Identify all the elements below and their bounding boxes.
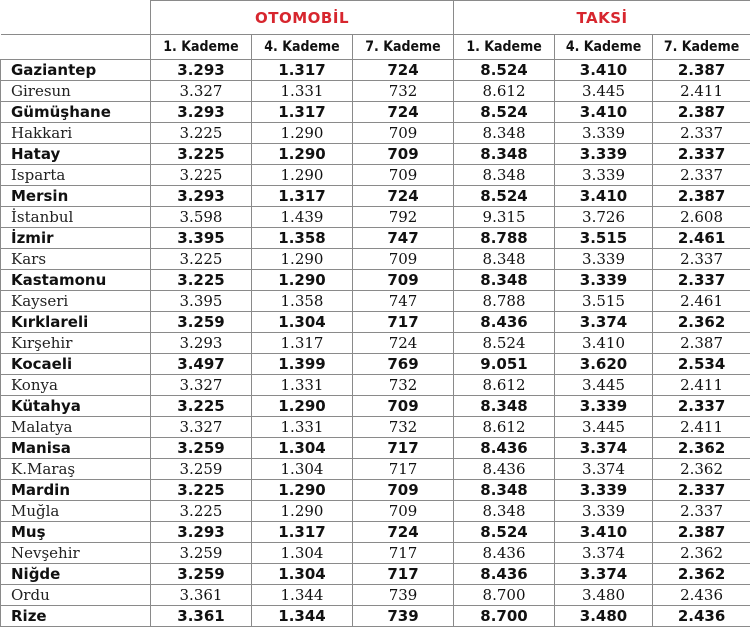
price-cell: 3.259 (151, 459, 252, 480)
price-cell: 724 (353, 522, 454, 543)
price-cell: 8.348 (454, 123, 555, 144)
column-header: 4. Kademe (252, 35, 353, 60)
price-cell: 1.331 (252, 81, 353, 102)
price-cell: 2.337 (653, 396, 750, 417)
price-cell: 717 (353, 459, 454, 480)
city-cell: Kars (1, 249, 151, 270)
price-cell: 3.515 (555, 228, 653, 249)
price-cell: 8.348 (454, 165, 555, 186)
price-cell: 3.225 (151, 249, 252, 270)
price-cell: 1.290 (252, 396, 353, 417)
price-cell: 709 (353, 501, 454, 522)
table-row (1, 585, 750, 606)
table-row (1, 312, 750, 333)
table-row (1, 207, 750, 228)
price-cell: 1.317 (252, 333, 353, 354)
price-cell: 1.290 (252, 501, 353, 522)
price-cell: 2.337 (653, 270, 750, 291)
table-row (1, 396, 750, 417)
price-cell: 709 (353, 165, 454, 186)
price-cell: 3.726 (555, 207, 653, 228)
price-cell: 1.304 (252, 564, 353, 585)
price-cell: 3.515 (555, 291, 653, 312)
table-row (1, 144, 750, 165)
price-cell: 3.395 (151, 228, 252, 249)
price-cell: 3.259 (151, 543, 252, 564)
price-cell: 3.339 (555, 480, 653, 501)
price-cell: 732 (353, 81, 454, 102)
city-cell: Kırşehir (1, 333, 151, 354)
price-cell: 3.225 (151, 270, 252, 291)
price-cell: 8.524 (454, 102, 555, 123)
price-cell: 2.411 (653, 417, 750, 438)
price-cell: 3.374 (555, 438, 653, 459)
price-cell: 3.480 (555, 585, 653, 606)
price-cell: 1.331 (252, 375, 353, 396)
price-cell: 2.337 (653, 123, 750, 144)
city-cell: Mardin (1, 480, 151, 501)
city-cell: Isparta (1, 165, 151, 186)
price-cell: 3.293 (151, 102, 252, 123)
price-cell: 8.612 (454, 417, 555, 438)
price-cell: 8.612 (454, 81, 555, 102)
price-cell: 1.290 (252, 123, 353, 144)
price-cell: 1.344 (252, 585, 353, 606)
price-cell: 3.374 (555, 312, 653, 333)
price-cell: 724 (353, 333, 454, 354)
price-cell: 3.620 (555, 354, 653, 375)
price-cell: 3.395 (151, 291, 252, 312)
price-cell: 2.337 (653, 249, 750, 270)
group-header-row (1, 1, 750, 35)
price-cell: 3.410 (555, 333, 653, 354)
table-row (1, 270, 750, 291)
table-row (1, 417, 750, 438)
price-cell: 3.410 (555, 186, 653, 207)
table-row (1, 228, 750, 249)
price-cell: 724 (353, 60, 454, 81)
price-cell: 8.524 (454, 522, 555, 543)
price-cell: 3.339 (555, 165, 653, 186)
price-cell: 709 (353, 144, 454, 165)
price-cell: 3.293 (151, 522, 252, 543)
column-header: 7. Kademe (653, 35, 750, 60)
price-cell: 9.315 (454, 207, 555, 228)
city-cell: Kırklareli (1, 312, 151, 333)
price-cell: 717 (353, 543, 454, 564)
price-cell: 724 (353, 186, 454, 207)
price-cell: 3.374 (555, 543, 653, 564)
table-row (1, 606, 750, 627)
price-cell: 3.339 (555, 123, 653, 144)
table-row (1, 165, 750, 186)
price-cell: 1.358 (252, 228, 353, 249)
price-cell: 8.612 (454, 375, 555, 396)
price-cell: 1.290 (252, 144, 353, 165)
price-cell: 709 (353, 249, 454, 270)
group-header-taksi: TAKSİ (454, 1, 750, 35)
price-cell: 709 (353, 270, 454, 291)
price-cell: 3.339 (555, 396, 653, 417)
price-cell: 2.387 (653, 333, 750, 354)
city-cell: Hakkari (1, 123, 151, 144)
city-cell: Kastamonu (1, 270, 151, 291)
price-cell: 709 (353, 123, 454, 144)
price-cell: 1.317 (252, 102, 353, 123)
price-cell: 3.497 (151, 354, 252, 375)
city-cell: Manisa (1, 438, 151, 459)
price-cell: 1.304 (252, 459, 353, 480)
price-cell: 2.387 (653, 60, 750, 81)
price-cell: 3.598 (151, 207, 252, 228)
price-cell: 1.290 (252, 270, 353, 291)
price-cell: 3.225 (151, 480, 252, 501)
price-cell: 3.410 (555, 522, 653, 543)
price-cell: 8.348 (454, 396, 555, 417)
price-cell: 747 (353, 291, 454, 312)
price-cell: 8.436 (454, 459, 555, 480)
price-cell: 8.436 (454, 312, 555, 333)
price-cell: 1.399 (252, 354, 353, 375)
price-cell: 1.290 (252, 480, 353, 501)
city-cell: İzmir (1, 228, 151, 249)
price-cell: 2.411 (653, 81, 750, 102)
city-cell: Niğde (1, 564, 151, 585)
price-cell: 717 (353, 438, 454, 459)
price-cell: 739 (353, 585, 454, 606)
price-cell: 747 (353, 228, 454, 249)
price-cell: 1.304 (252, 438, 353, 459)
price-cell: 8.348 (454, 270, 555, 291)
price-cell: 8.524 (454, 186, 555, 207)
price-cell: 3.339 (555, 270, 653, 291)
price-cell: 8.524 (454, 60, 555, 81)
price-cell: 3.339 (555, 249, 653, 270)
city-cell: Mersin (1, 186, 151, 207)
price-cell: 717 (353, 312, 454, 333)
corner-cell-lower (1, 35, 151, 60)
table-row (1, 522, 750, 543)
table-row (1, 354, 750, 375)
price-cell: 1.304 (252, 543, 353, 564)
table-row (1, 291, 750, 312)
table-row (1, 564, 750, 585)
price-cell: 1.317 (252, 186, 353, 207)
price-cell: 1.317 (252, 522, 353, 543)
price-cell: 3.361 (151, 606, 252, 627)
price-cell: 2.362 (653, 438, 750, 459)
table-row (1, 60, 750, 81)
price-cell: 2.362 (653, 543, 750, 564)
price-cell: 8.436 (454, 438, 555, 459)
city-cell: Gaziantep (1, 60, 151, 81)
price-cell: 739 (353, 606, 454, 627)
price-cell: 3.374 (555, 459, 653, 480)
table-row (1, 438, 750, 459)
price-cell: 2.534 (653, 354, 750, 375)
city-cell: Kayseri (1, 291, 151, 312)
price-cell: 3.225 (151, 396, 252, 417)
column-header: 1. Kademe (454, 35, 555, 60)
city-cell: Kütahya (1, 396, 151, 417)
price-cell: 1.344 (252, 606, 353, 627)
price-cell: 3.225 (151, 501, 252, 522)
table-body (1, 60, 750, 627)
price-cell: 709 (353, 396, 454, 417)
price-cell: 8.700 (454, 606, 555, 627)
price-cell: 3.259 (151, 564, 252, 585)
price-cell: 1.331 (252, 417, 353, 438)
price-cell: 3.327 (151, 417, 252, 438)
table-row (1, 543, 750, 564)
price-cell: 2.461 (653, 291, 750, 312)
city-cell: Hatay (1, 144, 151, 165)
table-row (1, 186, 750, 207)
price-cell: 3.327 (151, 81, 252, 102)
price-cell: 8.436 (454, 564, 555, 585)
table-row (1, 249, 750, 270)
city-cell: Muğla (1, 501, 151, 522)
city-cell: Rize (1, 606, 151, 627)
price-cell: 8.788 (454, 228, 555, 249)
price-cell: 3.410 (555, 102, 653, 123)
price-cell: 3.259 (151, 312, 252, 333)
price-cell: 2.608 (653, 207, 750, 228)
table-row (1, 123, 750, 144)
price-cell: 732 (353, 417, 454, 438)
price-cell: 1.304 (252, 312, 353, 333)
price-cell: 8.700 (454, 585, 555, 606)
price-cell: 732 (353, 375, 454, 396)
table-row (1, 333, 750, 354)
price-cell: 2.337 (653, 480, 750, 501)
price-cell: 3.225 (151, 144, 252, 165)
price-cell: 717 (353, 564, 454, 585)
price-cell: 3.225 (151, 123, 252, 144)
city-cell: Muş (1, 522, 151, 543)
column-header: 7. Kademe (353, 35, 454, 60)
city-cell: İstanbul (1, 207, 151, 228)
price-cell: 8.524 (454, 333, 555, 354)
price-cell: 1.290 (252, 249, 353, 270)
price-cell: 3.293 (151, 186, 252, 207)
price-cell: 2.362 (653, 312, 750, 333)
price-cell: 8.348 (454, 249, 555, 270)
city-cell: Kocaeli (1, 354, 151, 375)
price-cell: 2.436 (653, 606, 750, 627)
price-cell: 2.387 (653, 102, 750, 123)
price-cell: 792 (353, 207, 454, 228)
column-header: 4. Kademe (555, 35, 653, 60)
price-cell: 3.327 (151, 375, 252, 396)
price-cell: 3.225 (151, 165, 252, 186)
price-cell: 2.461 (653, 228, 750, 249)
column-header-row (1, 35, 750, 60)
price-cell: 724 (353, 102, 454, 123)
price-cell: 769 (353, 354, 454, 375)
city-cell: K.Maraş (1, 459, 151, 480)
column-header: 1. Kademe (151, 35, 252, 60)
city-cell: Ordu (1, 585, 151, 606)
price-cell: 3.374 (555, 564, 653, 585)
price-cell: 3.480 (555, 606, 653, 627)
price-cell: 3.445 (555, 375, 653, 396)
price-cell: 3.445 (555, 417, 653, 438)
price-cell: 2.362 (653, 459, 750, 480)
table-row (1, 81, 750, 102)
corner-cell (1, 1, 151, 35)
price-cell: 3.293 (151, 333, 252, 354)
price-cell: 2.436 (653, 585, 750, 606)
city-cell: Gümüşhane (1, 102, 151, 123)
price-cell: 3.410 (555, 60, 653, 81)
price-cell: 1.317 (252, 60, 353, 81)
price-cell: 2.337 (653, 501, 750, 522)
city-cell: Malatya (1, 417, 151, 438)
price-cell: 3.361 (151, 585, 252, 606)
city-cell: Konya (1, 375, 151, 396)
price-cell: 8.348 (454, 144, 555, 165)
price-cell: 8.348 (454, 501, 555, 522)
price-cell: 1.358 (252, 291, 353, 312)
price-cell: 1.290 (252, 165, 353, 186)
group-header-otomobil: OTOMOBİL (151, 1, 454, 35)
price-cell: 1.439 (252, 207, 353, 228)
city-cell: Giresun (1, 81, 151, 102)
price-cell: 2.362 (653, 564, 750, 585)
price-cell: 3.339 (555, 501, 653, 522)
table-row (1, 480, 750, 501)
table-row (1, 102, 750, 123)
price-cell: 3.445 (555, 81, 653, 102)
price-cell: 709 (353, 480, 454, 501)
price-cell: 8.348 (454, 480, 555, 501)
price-cell: 8.788 (454, 291, 555, 312)
price-cell: 2.387 (653, 522, 750, 543)
price-cell: 9.051 (454, 354, 555, 375)
price-cell: 2.387 (653, 186, 750, 207)
price-cell: 3.339 (555, 144, 653, 165)
price-cell: 3.293 (151, 60, 252, 81)
table-row (1, 375, 750, 396)
price-cell: 2.337 (653, 165, 750, 186)
price-cell: 8.436 (454, 543, 555, 564)
price-cell: 3.259 (151, 438, 252, 459)
table-row (1, 459, 750, 480)
table-row (1, 501, 750, 522)
price-cell: 2.337 (653, 144, 750, 165)
city-cell: Nevşehir (1, 543, 151, 564)
price-cell: 2.411 (653, 375, 750, 396)
